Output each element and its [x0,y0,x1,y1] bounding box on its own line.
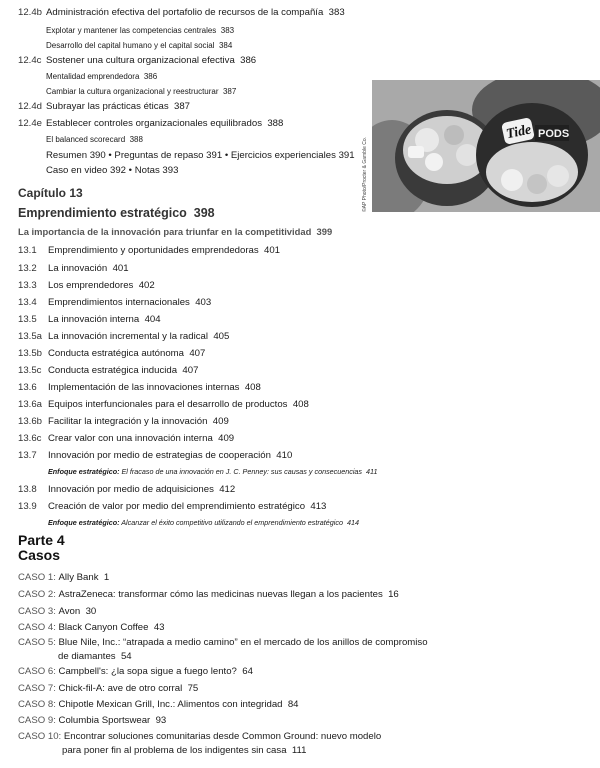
toc-subentry[interactable]: Mentalidad emprendedora 386 [46,72,158,81]
toc-page: 12.4b Administración efectiva del portafolio de recursos de la compañía 383 Explotar y mantener las competencias centrales 383 Desarrollo del capital humano y el capital social 384 12.4c Sostener una cultura organizacional efectiva 386 Mentalidad emprendedora 386 Cambiar la cultura organizacional y reestructurar 387 12.4d Subrayar las prácticas éticas 387 12.4e Establecer controles organizacionales equilibrados 388 El balanced scorecard 388 Resumen 390 • Preguntas de repaso 391 • Ejercicios experienciales 391 Caso en video 392 • Notas 393 Tide PODS ©AP Photo/Procter & Gamble Co. Capítulo 13 Emprendimiento estratégico 398 La importancia de la innovación para triunfar en la competitividad 399 13.1 Emprendimiento y oportunidades emprendedoras 401 13.2 La innovación 401 13.3 Los emprendedores 402 13.4 Emprendimientos internacionales 403 13.5 La innovación interna 404 13.5a La innovación incremental y la radical 405 13.5b Conducta estratégica autónoma 407 13.5c Conducta estratégica inducida 407 13.6 Implementación de las innovaciones internas 408 13.6a Equipos interfuncionales para el desarrollo de productos 408 13.6b Facilitar la integración y la innovación 409 13.6c Crear valor con una innovación interna 409 13.7 Innovación por medio de estrategias de cooperación 410 Enfoque estratégico: El fracaso de una innovación en J. C. Penney: sus causas y consecuencias 411 13.8 Innovación por medio de adquisiciones 412 13.9 Creación de valor por medio del emprendimiento estratégico 413 Enfoque estratégico: Alcanzar el éxito competitivo utilizando el emprendimiento estratégico 414 Parte 4 Casos CASO 1: Ally Bank 1 CASO 2: AstraZeneca: transformar cómo las medicinas nuevas llegan a los pacientes 16 CASO 3: Avon 30 CASO 4: Black Canyon Coffee 43 CASO 5: Blue Nile, Inc.: “atrapada a medio camino” en el mercado de los anillos de compromiso de diamantes 54 CASO 6: Campbell's: ¿la sopa sigue a fuego lento? 64 CASO 7: Chick-fil-A: ave de otro corral 75 CASO 8: Chipotle Mexican Grill, Inc.: Alimentos con integridad 84 CASO 9: Columbia Sportswear 93 CASO 10: Encontrar soluciones comunitarias desde Common Ground: nuevo modelo para poner fin al problema de los indigentes sin casa 111 [0,0,600,768]
chapter-subtitle[interactable]: La importancia de la innovación para triunfar en la competitividad 399 [18,226,333,237]
case-entry[interactable]: CASO 7: Chick-fil-A: ave de otro corral 75 [18,683,199,694]
case-entry[interactable]: CASO 1: Ally Bank 1 [18,572,110,583]
case-entry[interactable]: CASO 3: Avon 30 [18,606,97,617]
part-label: Parte 4 [18,532,65,548]
pods-illustration [372,80,600,212]
photo-credit: ©AP Photo/Procter & Gamble Co. [362,136,368,212]
case-entry[interactable]: CASO 8: Chipotle Mexican Grill, Inc.: Alimentos con integridad 84 [18,699,299,710]
toc-subentry[interactable]: El balanced scorecard 388 [46,135,143,144]
toc-subentry[interactable]: Desarrollo del capital humano y el capital social 384 [46,41,233,50]
chapter-summary-links[interactable]: Resumen 390 • Preguntas de repaso 391 • Ejercicios experienciales 391 [46,150,355,161]
part-title: Casos [18,547,61,563]
chapter-label: Capítulo 13 [18,186,83,200]
toc-subentry[interactable]: Explotar y mantener las competencias centrales 383 [46,26,235,35]
strategic-focus-entry[interactable]: Enfoque estratégico: El fracaso de una innovación en J. C. Penney: sus causas y consecuencias 411 [48,467,378,476]
product-photo [372,80,600,212]
case-entry[interactable]: CASO 10: Encontrar soluciones comunitarias desde Common Ground: nuevo modelo [18,731,382,742]
chapter-title[interactable]: Emprendimiento estratégico 398 [18,206,215,220]
case-entry[interactable]: CASO 5: Blue Nile, Inc.: “atrapada a medio camino” en el mercado de los anillos de compromiso [18,637,428,648]
tide-logo: Tide [505,122,533,143]
toc-subentry[interactable]: Cambiar la cultura organizacional y reestructurar 387 [46,87,237,96]
case-entry-continuation[interactable]: de diamantes 54 [58,651,132,662]
case-entry[interactable]: CASO 6: Campbell's: ¿la sopa sigue a fuego lento? 64 [18,666,253,677]
chapter-summary-links[interactable]: Caso en video 392 • Notas 393 [46,165,179,176]
case-entry[interactable]: CASO 2: AstraZeneca: transformar cómo las medicinas nuevas llegan a los pacientes 16 [18,589,399,600]
case-entry-continuation[interactable]: para poner fin al problema de los indigentes sin casa 111 [62,745,307,756]
case-entry[interactable]: CASO 4: Black Canyon Coffee 43 [18,622,165,633]
strategic-focus-entry[interactable]: Enfoque estratégico: Alcanzar el éxito competitivo utilizando el emprendimiento estratégico 414 [48,518,359,527]
pods-label: PODS [538,128,570,140]
case-entry[interactable]: CASO 9: Columbia Sportswear 93 [18,715,167,726]
